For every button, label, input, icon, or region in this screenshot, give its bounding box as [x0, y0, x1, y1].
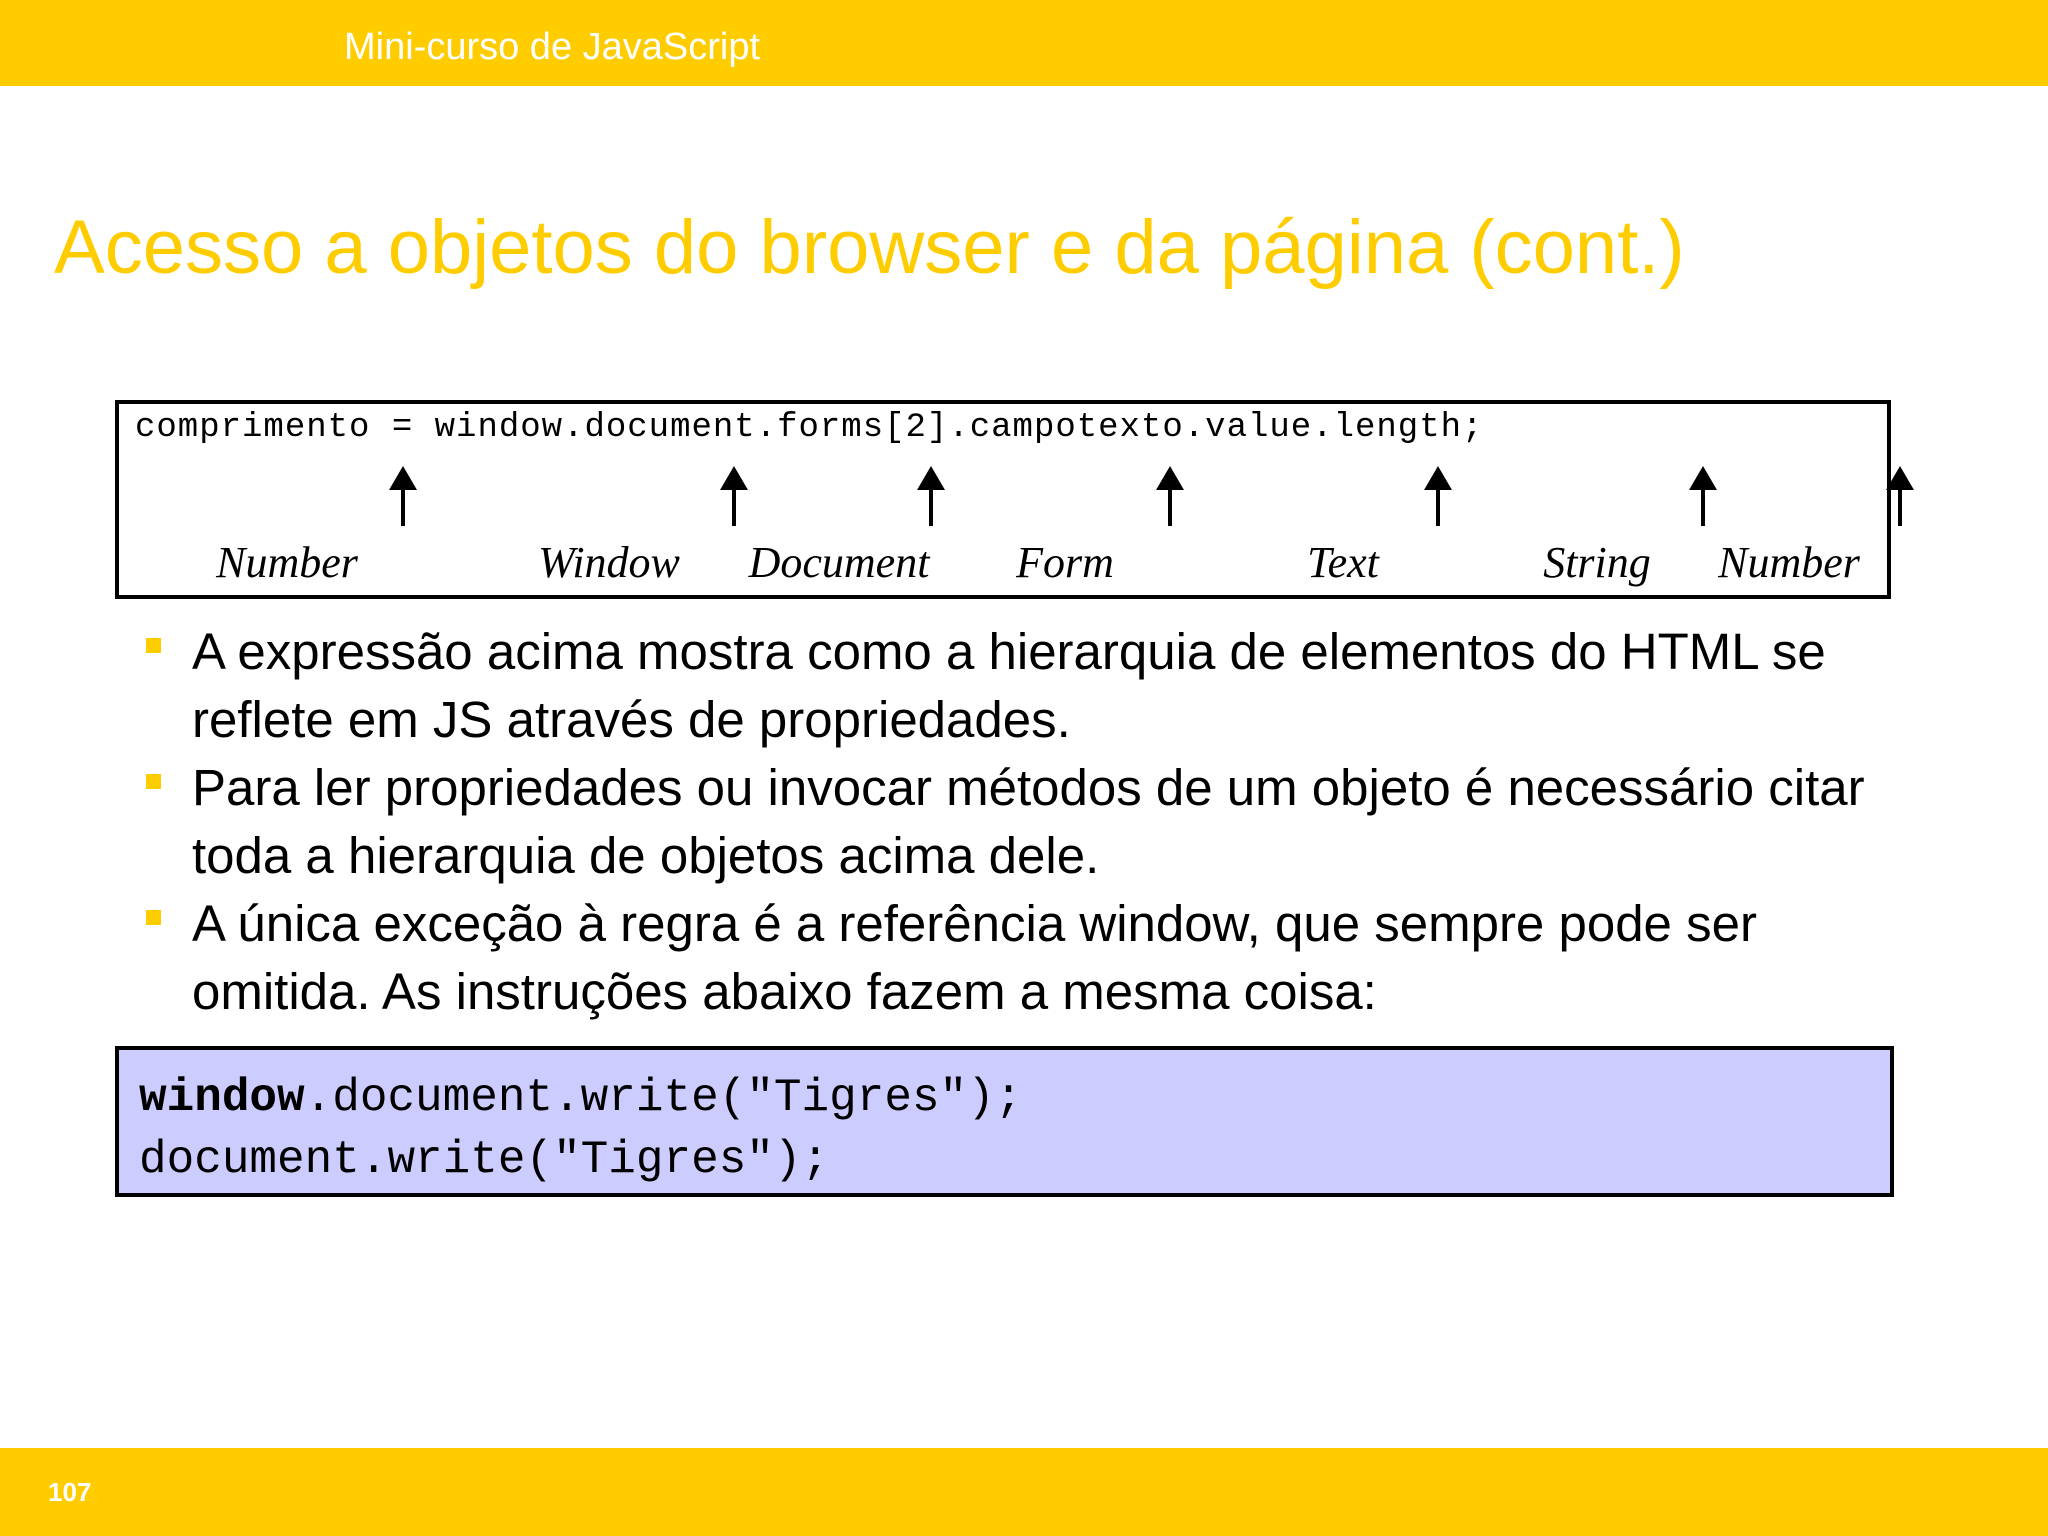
up-arrow-icon: [916, 466, 946, 526]
bullet-text: A expressão acima mostra como a hierarquia de elementos do HTML se reflete em JS através de propriedades.: [192, 623, 1826, 748]
up-arrow-icon: [1688, 466, 1718, 526]
bullet-list: [140, 618, 1900, 1026]
type-label-form: Form: [1016, 538, 1114, 587]
type-label-string: String: [1543, 538, 1651, 587]
type-label-window: Window: [538, 538, 680, 587]
code-line-1-rest: .document.write("Tigres");: [304, 1072, 1023, 1124]
code-example-box: [115, 1046, 1894, 1197]
footer-bar: [0, 1448, 2048, 1536]
type-label-number: Number: [216, 538, 358, 587]
slide-title: Acesso a objetos do browser e da página (cont.): [54, 205, 1685, 290]
up-arrow-icon: [388, 466, 418, 526]
up-arrow-icon: [719, 466, 749, 526]
type-label-document: Document: [748, 538, 930, 587]
square-bullet-icon: [146, 638, 161, 653]
bullet-text: A única exceção à regra é a referência window, que sempre pode ser omitida. As instruções abaixo fazem a mesma coisa:: [192, 895, 1757, 1020]
bullet-item: [140, 890, 1900, 1026]
header-bar: [0, 0, 2048, 86]
hierarchy-diagram: [115, 400, 1891, 599]
diagram-expression: comprimento = window.document.forms[2].campotexto.value.length;: [135, 409, 1484, 447]
code-keyword-window: window: [139, 1072, 305, 1124]
up-arrow-icon: [1423, 466, 1453, 526]
square-bullet-icon: [146, 910, 161, 925]
bullet-item: [140, 754, 1900, 890]
course-title: Mini-curso de JavaScript: [344, 26, 761, 68]
up-arrow-icon: [1885, 466, 1915, 526]
bullet-item: [140, 618, 1900, 754]
up-arrow-icon: [1155, 466, 1185, 526]
type-label-text: Text: [1307, 538, 1379, 587]
code-line-2: document.write("Tigres");: [139, 1134, 830, 1186]
square-bullet-icon: [146, 774, 161, 789]
bullet-text: Para ler propriedades ou invocar métodos de um objeto é necessário citar toda a hierarquia de objetos acima dele.: [192, 759, 1865, 884]
code-line-1: [139, 1068, 1022, 1128]
type-label-number-2: Number: [1718, 538, 1860, 587]
page-number: 107: [48, 1477, 92, 1507]
